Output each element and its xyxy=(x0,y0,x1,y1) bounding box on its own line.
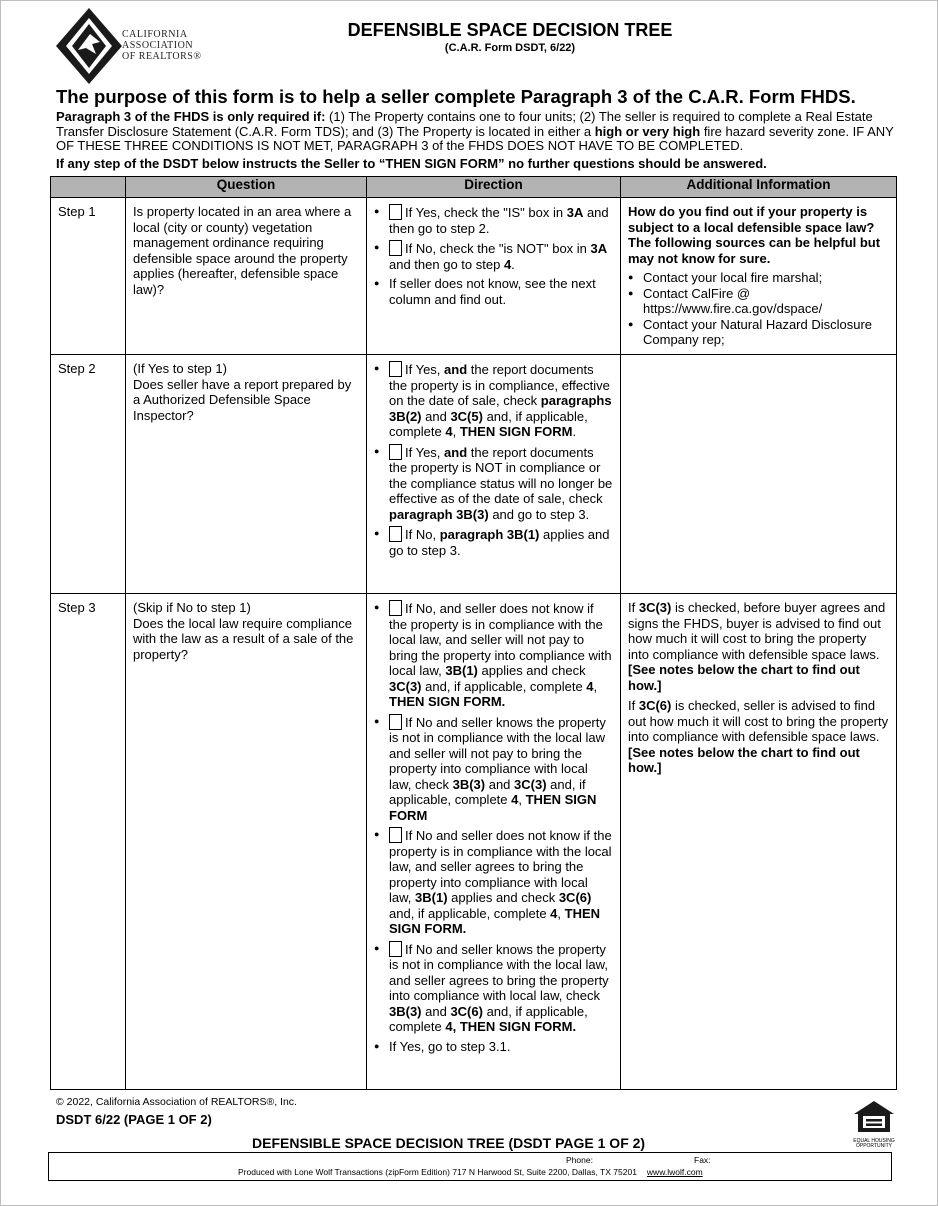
fax-label: Fax: xyxy=(694,1155,711,1165)
step3-question xyxy=(126,594,367,1090)
sign-form-note: If any step of the DSDT below instructs the Seller to “THEN SIGN FORM” no further questions should be answered. xyxy=(56,156,767,171)
step1-direction-yes xyxy=(374,204,613,236)
text: , xyxy=(593,678,598,694)
copyright: © 2022, California Association of REALTORS®, Inc. xyxy=(56,1096,297,1108)
step1-direction xyxy=(367,198,621,355)
text: and xyxy=(421,1003,451,1019)
header-direction: Direction xyxy=(367,177,621,198)
step2-additional xyxy=(621,355,897,594)
text: If No, and seller does not know if the property is in compliance with the local law, and seller will not pay to bring the property into compliance with local law, xyxy=(389,601,612,678)
step1-additional xyxy=(621,198,897,355)
form-subtitle: (C.A.R. Form DSDT, 6/22) xyxy=(444,42,576,54)
checkbox[interactable] xyxy=(389,526,402,542)
footer-title: DEFENSIBLE SPACE DECISION TREE (DSDT PAGE 1 OF 2) xyxy=(252,1135,646,1151)
text: and, if applicable, complete xyxy=(389,408,588,439)
table-row-step2 xyxy=(51,355,897,594)
header-additional: Additional Information xyxy=(621,177,897,198)
text: If No and seller knows the property is not in compliance with the local law, and seller agrees to bring the property into compliance with local law, check xyxy=(389,941,609,1003)
checkbox[interactable] xyxy=(389,204,402,220)
phone-label: Phone: xyxy=(566,1155,593,1165)
text: 3C(5) xyxy=(450,408,483,424)
text: applies and go to step 3. xyxy=(389,527,610,558)
text: 3B(3) xyxy=(452,776,486,792)
header-step xyxy=(51,177,126,198)
text: 4 xyxy=(586,678,594,694)
step3-additional xyxy=(621,594,897,1090)
text: and xyxy=(444,362,468,377)
text: 3C(3) xyxy=(638,600,672,615)
step2-question-text: Does seller have a report prepared by a Authorized Defensible Space Inspector? xyxy=(133,376,352,423)
text: THEN SIGN FORM xyxy=(389,792,597,823)
step3-direction-2 xyxy=(374,714,613,824)
text: 3B(3) xyxy=(389,1003,422,1019)
step2-question xyxy=(126,355,367,594)
equal-housing-logo xyxy=(848,1100,900,1149)
intro-text2: fire hazard severity zone. IF ANY OF THESE THREE CONDITIONS IS NOT MET, PARAGRAPH 3 of the FHDS DOES NOT HAVE TO BE COMPLETED. xyxy=(56,123,894,153)
text: If No and seller knows the property is not in compliance with the local law and seller will not pay to bring the property into compliance with local law, check xyxy=(389,714,606,792)
table-header-row xyxy=(51,177,897,198)
text: applies and check xyxy=(447,890,559,905)
checkbox[interactable] xyxy=(389,444,402,460)
text: . xyxy=(572,424,577,439)
text: 3A xyxy=(566,205,584,220)
info-item-nhd: ● Contact your Natural Hazard Disclosure Company rep; xyxy=(628,317,889,348)
info-item-calfire: ● Contact CalFire @ https://www.fire.ca.gov/dspace/ xyxy=(628,286,889,317)
text: If Yes, xyxy=(405,444,445,460)
text: and go to step 3. xyxy=(488,506,590,522)
step3-question-text: Does the local law require compliance with the law as a result of a sale of the property? xyxy=(133,615,354,662)
text: is checked, before buyer agrees and signs the FHDS, buyer is advised to find out how much it will cost to bring the property into compliance with defensible space laws. xyxy=(628,600,886,662)
equal-housing-label: EQUAL HOUSING OPPORTUNITY xyxy=(853,1138,895,1149)
step1-direction-no xyxy=(374,240,613,272)
text: If xyxy=(628,600,639,615)
text: THEN SIGN FORM. xyxy=(389,694,506,709)
intro-lead: Paragraph 3 of the FHDS is only required if: xyxy=(56,109,326,124)
table-row-step1 xyxy=(51,198,897,355)
text: and xyxy=(485,776,515,792)
org-line2: ASSOCIATION xyxy=(122,40,194,51)
checkbox[interactable] xyxy=(389,600,402,616)
step3-direction-4 xyxy=(374,941,613,1035)
text: 3C(6) xyxy=(450,1003,483,1019)
text: 3A xyxy=(590,241,608,256)
checkbox[interactable] xyxy=(389,240,402,256)
info-item-fire-marshal: ● Contact your local fire marshal; xyxy=(628,270,889,286)
form-page-id: DSDT 6/22 (PAGE 1 OF 2) xyxy=(56,1112,212,1127)
step2-direction-yes-compliant xyxy=(374,361,613,440)
text: 4 xyxy=(550,905,558,921)
step3-direction-yes: ● If Yes, go to step 3.1. xyxy=(374,1039,613,1055)
text: and, if applicable, complete xyxy=(389,905,551,921)
intro-text1: (1) The Property contains one to four units; (2) The seller is required to complete a Real Estate Transfer Disclosure Statement (C.A.R. Form TDS); and (3) The Property is located in either a xyxy=(56,109,873,139)
text: [See notes below the chart to find out how.] xyxy=(628,744,860,775)
text: 3C(6) xyxy=(638,698,672,713)
checkbox[interactable] xyxy=(389,361,402,377)
step3-note-3c6 xyxy=(628,698,889,776)
text: and xyxy=(444,444,468,460)
producer-url-link[interactable]: www.lwolf.com xyxy=(646,1167,703,1177)
step1-info-title: How do you find out if your property is subject to a local defensible space law? The following sources can be helpful but may not know for sure. xyxy=(628,204,881,266)
step2-question-condition: (If Yes to step 1) xyxy=(133,361,227,376)
text: THEN SIGN FORM xyxy=(459,424,573,439)
text: If Yes, xyxy=(405,362,445,377)
decision-table xyxy=(50,176,897,1090)
checkbox[interactable] xyxy=(389,941,402,957)
text: paragraph 3B(3) xyxy=(389,506,489,522)
producer-text: Produced with Lone Wolf Transactions (zipForm Edition) 717 N Harwood St, Suite 2200, Dallas, TX 75201 xyxy=(238,1167,637,1177)
text: applies and check xyxy=(477,663,586,678)
text: 4 xyxy=(503,256,512,272)
text: If Yes, check the "IS" box in xyxy=(405,205,567,220)
text: and, if applicable, complete xyxy=(421,678,587,694)
step1-direction-unknown: ● If seller does not know, see the next column and find out. xyxy=(374,276,613,307)
text: and, if applicable, complete xyxy=(389,776,586,807)
table-row-step3 xyxy=(51,594,897,1090)
text: the report documents the property is NOT in compliance or the compliance status will no longer be effective as of the date of sale, check xyxy=(389,444,613,506)
checkbox[interactable] xyxy=(389,827,402,843)
text: paragraph 3B(1) xyxy=(439,527,540,542)
text: THEN SIGN FORM. xyxy=(389,905,601,936)
text: , xyxy=(452,424,460,439)
text: , xyxy=(557,905,565,921)
text: 3C(3) xyxy=(389,678,422,694)
text: 3C(6) xyxy=(558,890,592,905)
car-logo-icon xyxy=(56,8,122,84)
step2-direction-no xyxy=(374,526,613,558)
org-name xyxy=(122,29,201,62)
equal-housing-icon xyxy=(852,1100,896,1134)
step2-direction xyxy=(367,355,621,594)
step3-direction xyxy=(367,594,621,1090)
step3-note-3c3 xyxy=(628,600,889,693)
step2-direction-yes-noncompliant xyxy=(374,444,613,523)
step3-question-condition: (Skip if No to step 1) xyxy=(133,600,251,615)
step3-direction-1 xyxy=(374,600,613,710)
intro-paragraph xyxy=(56,110,896,154)
text: is checked, seller is advised to find out how much it will cost to bring the property into compliance with defensible space laws. xyxy=(628,698,889,744)
text: If No, xyxy=(405,527,440,542)
text: 3B(1) xyxy=(445,663,478,678)
intro-zone: high or very high xyxy=(594,123,701,139)
text: . xyxy=(511,256,515,272)
text: If xyxy=(628,698,639,713)
text: and, if applicable, complete xyxy=(389,1003,588,1034)
text: 4 xyxy=(445,424,453,439)
producer-line xyxy=(238,1167,703,1177)
text: If No and seller does not know if the property is in compliance with the local law, and seller agrees to bring the property into compliance with local law, xyxy=(389,828,612,905)
text: and then go to step 2. xyxy=(389,205,609,236)
org-line3: OF REALTORS® xyxy=(122,51,202,62)
text: [See notes below the chart to find out how.] xyxy=(628,662,860,693)
text: the report documents the property is in compliance, effective on the date of sale, check xyxy=(389,362,610,408)
text: 4, THEN SIGN FORM. xyxy=(445,1019,577,1034)
text: , xyxy=(518,792,526,807)
text: and then go to step xyxy=(389,256,504,272)
header-question: Question xyxy=(126,177,367,198)
step3-direction-3 xyxy=(374,827,613,937)
purpose-statement: The purpose of this form is to help a seller complete Paragraph 3 of the C.A.R. Form FHDS. xyxy=(56,86,856,107)
org-line1: CALIFORNIA xyxy=(122,29,188,40)
text: and xyxy=(421,408,451,424)
checkbox[interactable] xyxy=(389,714,402,730)
form-title: DEFENSIBLE SPACE DECISION TREE xyxy=(347,20,673,40)
step1-question: Is property located in an area where a local (city or county) vegetation management ordinance requiring defensible space around the property applies (hereafter, defensible space law)? xyxy=(126,198,367,355)
text: If No, check the "is NOT" box in xyxy=(405,241,591,256)
step2-label: Step 2 xyxy=(51,355,126,594)
step1-label: Step 1 xyxy=(51,198,126,355)
text: 3C(3) xyxy=(514,776,547,792)
step3-label: Step 3 xyxy=(51,594,126,1090)
text: 4 xyxy=(511,792,519,807)
text: 3B(1) xyxy=(415,890,448,905)
text: paragraphs 3B(2) xyxy=(389,393,612,424)
